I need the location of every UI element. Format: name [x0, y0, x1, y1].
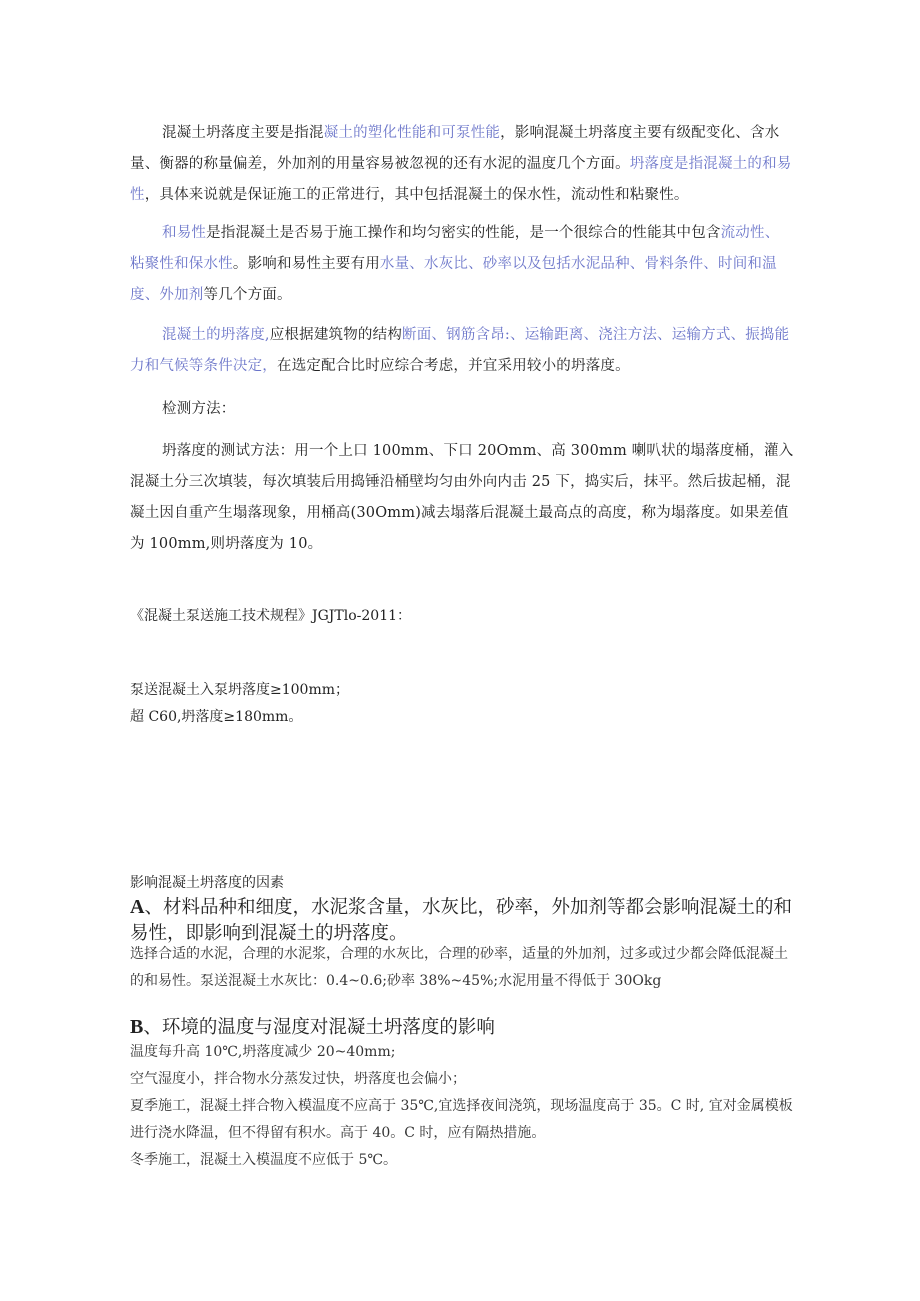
spec-title — [130, 603, 794, 630]
factors-title — [130, 870, 794, 897]
text: 。影响和易性主要有用 — [232, 256, 380, 272]
spec-line: 泵送混凝土入泵坍落度≥100mm； — [130, 682, 350, 698]
factor-a-body — [130, 941, 794, 995]
factor-letter: A — [130, 896, 145, 918]
paragraph-test-method — [130, 436, 794, 560]
highlight-text: 水量、水灰比、砂率以及包括水泥品种、骨料条件、时间和温度、外加剂 — [130, 256, 777, 303]
text: 、环境的温度与湿度对混凝土坍落度的影响 — [143, 1017, 495, 1038]
spec-line: 超 C60,坍落度≥180mm。 — [130, 709, 303, 725]
highlight-text: 流动性、粘聚性和保水性 — [130, 225, 780, 272]
highlight-text: 凝土的塑化性能和可泵性能 — [323, 125, 501, 141]
spec-list — [130, 677, 794, 731]
paragraph-workability — [130, 218, 794, 311]
factor-b-line: 温度每升高 10℃,坍落度减少 20~40mm; — [130, 1044, 396, 1060]
text: 混凝土坍落度主要是指混 — [162, 125, 324, 141]
paragraph-slump-determination — [130, 320, 794, 382]
factor-a-heading — [130, 894, 794, 947]
text: 是指混凝土是否易于施工操作和均匀密实的性能，是一个很综合的性能其中包含 — [206, 225, 721, 241]
text: 应根据建筑物的结构 — [269, 327, 403, 343]
factor-b-line: 夏季施工，混凝土拌合物入模温度不应高于 35℃,宜选择夜间浇筑，现场温度高于 35。C 时, 宜对金属模板进行浇水降温，但不得留有积水。高于 40。C 时，应有隔热措施。 — [130, 1098, 793, 1141]
text: ，具体来说就是保证施工的正常进行，其中包括混凝土的保水性，流动性和粘聚性。 — [144, 187, 689, 203]
text: 影响混凝土坍落度的因素 — [130, 875, 284, 891]
text: 等几个方面。 — [203, 287, 292, 303]
factor-b-heading — [130, 1014, 794, 1041]
factor-b-line: 冬季施工，混凝土入模温度不应低于 5℃。 — [130, 1152, 398, 1168]
heading-text: 检测方法： — [162, 401, 236, 417]
highlight-text: 坍落度是指混凝土的和易性 — [130, 156, 792, 203]
factor-letter: B — [130, 1016, 144, 1038]
text: 在选定配合比时应综合考虑，并宜采用较小的坍落度。 — [277, 358, 630, 374]
highlight-text: 和易性 — [162, 225, 207, 241]
paragraph-slump-definition — [130, 118, 794, 211]
text: ，影响混凝土坍落度主要有级配变化、含水量、衡器的称量偏差，外加剂的用量容易被忽视的还有水泥的温度几个方面。 — [130, 125, 780, 172]
text: 选择合适的水泥，合理的水泥浆，合理的水灰比，合理的砂率，适量的外加剂，过多或过少都会降低混凝土的和易性。泵送混凝土水灰比：0.4~0.6;砂率 38%~45%;水泥用量不得低于 30Okg — [130, 946, 788, 989]
highlight-text: 混凝土的坍落度, — [162, 327, 270, 343]
factor-b-line: 空气湿度小，拌合物水分蒸发过快，坍落度也会偏小； — [130, 1071, 466, 1087]
heading-test-method — [130, 394, 794, 425]
highlight-text: 断面、钢筋含昂:、运输距离、浇注方法、运输方式、振捣能力和气候等条件决定， — [130, 327, 790, 374]
factor-b-body — [130, 1039, 794, 1174]
text: 、材料品种和细度，水泥浆含量，水灰比，砂率，外加剂等都会影响混凝土的和易性，即影响到混凝土的坍落度。 — [130, 897, 792, 944]
text: 《混凝土泵送施工技术规程》JGJTlo-2011： — [130, 608, 412, 624]
text: 坍落度的测试方法：用一个上口 100mm、下口 20Omm、高 300mm 喇叭状的塌落度桶，灌入混凝土分三次填装，每次填装后用捣锤沿桶壁均匀由外向内击 25 下，捣实后，抹平。然后拔起桶，混凝土因自重产生塌落现象，用桶高(30Omm)减去塌落后混凝土最高点的高度，称为塌落度。如果差值为 100mm,则坍落度为 10。 — [130, 443, 794, 552]
